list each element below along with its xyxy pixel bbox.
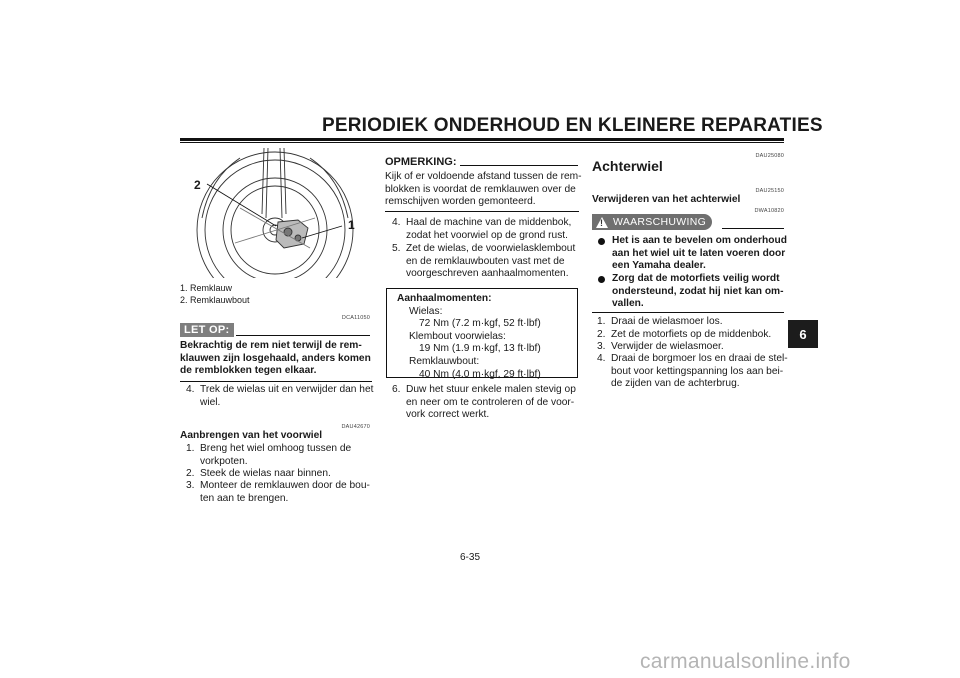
torque-value: 72 Nm (7.2 m·kgf, 52 ft·lbf) bbox=[419, 318, 541, 330]
warning-line: ondersteund, zodat hij niet kan om- bbox=[612, 285, 784, 297]
front-wheel-illustration bbox=[180, 148, 372, 278]
step-number: 3. bbox=[186, 480, 195, 491]
bullet-icon bbox=[598, 276, 605, 283]
note-line: remschijven worden gemonteerd. bbox=[385, 196, 536, 208]
doc-code: DCA11050 bbox=[341, 315, 370, 321]
caution-line: klauwen zijn losgehaald, anders komen bbox=[180, 352, 371, 364]
step-text: Steek de wielas naar binnen. bbox=[200, 468, 331, 479]
doc-code: DAU25150 bbox=[755, 188, 784, 194]
callout-2: 2 bbox=[194, 178, 201, 192]
figure-legend bbox=[180, 282, 250, 306]
divider bbox=[460, 165, 578, 166]
caution-line: Bekrachtig de rem niet terwijl de rem- bbox=[180, 340, 362, 351]
section-heading: Verwijderen van het achterwiel bbox=[592, 194, 741, 205]
note-line: Kijk of er voldoende afstand tussen de rem- bbox=[385, 171, 582, 182]
step-number: 5. bbox=[392, 243, 401, 254]
step-text: en neer om te controleren of de voor- bbox=[406, 396, 575, 408]
torque-value: 40 Nm (4.0 m·kgf, 29 ft·lbf) bbox=[419, 368, 541, 380]
torque-value: 19 Nm (1.9 m·kgf, 13 ft·lbf) bbox=[419, 343, 541, 355]
chapter-tab: 6 bbox=[788, 320, 818, 348]
step-text: vork correct werkt. bbox=[406, 409, 490, 421]
title-rule bbox=[180, 138, 784, 141]
brake-caliper-figure bbox=[180, 148, 372, 278]
step-number: 4. bbox=[597, 353, 606, 364]
page-number: 6-35 bbox=[460, 552, 481, 563]
opmerking-label: OPMERKING: bbox=[385, 156, 457, 168]
section-heading: Aanbrengen van het voorwiel bbox=[180, 430, 323, 441]
step-text: zodat het voorwiel op de grond rust. bbox=[406, 229, 568, 241]
doc-code: DAU42670 bbox=[341, 424, 370, 430]
note-text bbox=[385, 171, 582, 209]
step-text: Breng het wiel omhoog tussen de bbox=[200, 443, 352, 454]
torque-label: Wielas: bbox=[409, 305, 443, 317]
step-text: Trek de wielas uit en verwijder dan het bbox=[200, 384, 374, 395]
step-number: 1. bbox=[597, 316, 606, 327]
caution-text bbox=[180, 340, 372, 378]
page-title: PERIODIEK ONDERHOUD EN KLEINERE REPARATIES bbox=[322, 115, 823, 136]
caution-line: de remblokken tegen elkaar. bbox=[180, 365, 317, 377]
step-number: 4. bbox=[186, 384, 195, 395]
torque-heading: Aanhaalmomenten: bbox=[397, 293, 492, 304]
divider bbox=[385, 211, 579, 212]
step-text: voorgeschreven aanhaalmomenten. bbox=[406, 268, 569, 280]
step-number: 1. bbox=[186, 443, 195, 454]
step-number: 3. bbox=[597, 341, 606, 352]
step-number: 4. bbox=[392, 217, 401, 228]
step-text: en de remklauwbouten vast met de bbox=[406, 255, 565, 267]
warning-line: Zorg dat de motorfiets veilig wordt bbox=[612, 273, 780, 284]
step-text: Zet de motorfiets op de middenbok. bbox=[611, 329, 772, 340]
torque-label: Remklauwbout: bbox=[409, 355, 480, 367]
warning-icon: ! bbox=[596, 217, 608, 228]
note-line: blokken is voordat de remklauwen over de bbox=[385, 183, 576, 195]
warning-badge bbox=[592, 214, 712, 230]
step-text: de zijden van de achterbrug. bbox=[611, 378, 740, 390]
warning-item bbox=[598, 273, 786, 311]
step-text: Draai de borgmoer los en draai de stel- bbox=[611, 353, 788, 364]
step-text: vorkpoten. bbox=[200, 455, 248, 467]
let-op-label: LET OP: bbox=[180, 323, 234, 337]
divider bbox=[236, 335, 370, 336]
step-text: Haal de machine van de middenbok, bbox=[406, 217, 572, 228]
step-text: Monteer de remklauwen door de bou- bbox=[200, 480, 370, 491]
step-text: Duw het stuur enkele malen stevig op bbox=[406, 384, 576, 395]
divider bbox=[722, 228, 784, 229]
warning-line: een Yamaha dealer. bbox=[612, 260, 706, 272]
step-text: Draai de wielasmoer los. bbox=[611, 316, 723, 327]
step-number: 6. bbox=[392, 384, 401, 395]
legend-item: 2. Remklauwbout bbox=[180, 295, 250, 305]
let-op-badge bbox=[180, 320, 234, 338]
divider bbox=[592, 312, 784, 313]
warning-line: Het is aan te bevelen om onderhoud bbox=[612, 235, 787, 246]
step-number: 2. bbox=[597, 329, 606, 340]
step-text: Verwijder de wielasmoer. bbox=[611, 341, 724, 352]
warning-label: WAARSCHUWING bbox=[613, 216, 707, 228]
warning-item bbox=[598, 235, 786, 273]
step-text: bout voor kettingspanning los aan bei- bbox=[611, 365, 784, 377]
doc-code: DAU25080 bbox=[755, 153, 784, 159]
warning-line: vallen. bbox=[612, 298, 644, 310]
step-text: ten aan te brengen. bbox=[200, 492, 289, 504]
warning-line: aan het wiel uit te laten voeren door bbox=[612, 247, 786, 259]
callout-1: 1 bbox=[348, 218, 355, 232]
bullet-icon bbox=[598, 238, 605, 245]
section-title: Achterwiel bbox=[592, 158, 663, 174]
step-number: 2. bbox=[186, 468, 195, 479]
watermark: carmanualsonline.info bbox=[640, 650, 851, 673]
step-text: Zet de wielas, de voorwielasklembout bbox=[406, 243, 576, 254]
title-rule-thin bbox=[180, 142, 784, 143]
divider bbox=[180, 381, 372, 382]
legend-item: 1. Remklauw bbox=[180, 283, 233, 293]
torque-specs bbox=[397, 293, 573, 381]
torque-label: Klembout voorwielas: bbox=[409, 330, 506, 342]
doc-code: DWA10820 bbox=[754, 208, 784, 214]
step-text: wiel. bbox=[200, 396, 221, 408]
